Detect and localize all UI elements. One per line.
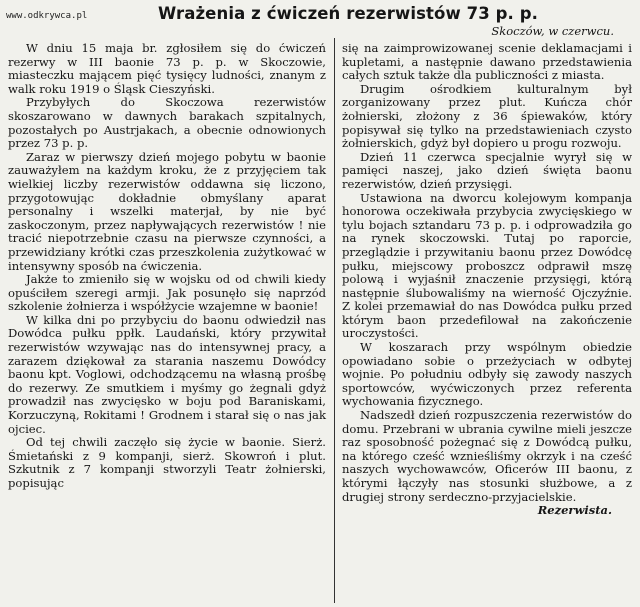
left-column	[8, 42, 326, 491]
article-title: Wrażenia z ćwiczeń rezerwistów 73 p. p.	[158, 4, 539, 23]
paragraph: Jakże to zmieniło się w wojsku od od chwili kiedy opuściłem szeregi armji. Jak posunęło się naprzód szkolenie żołnierza i współżycie wzajemne w baonie!	[8, 272, 326, 314]
paragraph: W dniu 15 maja br. zgłosiłem się do ćwiczeń rezerwy w III baonie 73 p. p. w Skoczowie, miasteczku mającem pięć tysięcy ludności, znanym z walk roku 1919 o Śląsk Cieszyński.	[8, 41, 326, 96]
right-column	[342, 42, 632, 518]
signature: Rezerwista.	[537, 503, 612, 518]
dateline: Skoczów, w czerwcu.	[491, 24, 614, 38]
paragraph: Zaraz w pierwszy dzień mojego pobytu w baonie zauważyłem na każdym kroku, że z przyjęciem tak wielkiej liczby rezerwistów oddawna się liczono, przygotowując dokładnie obmyślany aparat personalny i wszelki materjał, by nie być zaskoczonym, przez napływających rezerwistów ! nie tracić niepotrzebnie czasu na pierwsze czynności, a przewidziany krótki czas przeszkolenia zużytkować w intensywny sposób na ćwiczenia.	[8, 149, 326, 273]
paragraph-continuation: się na zaimprowizowanej scenie deklamacjami i kupletami, a następnie dawano przedstawienia całych sztuk także dla publiczności z miasta.	[342, 41, 632, 83]
paragraph: Nadszedł dzień rozpuszczenia rezerwistów do domu. Przebrani w ubrania cywilne mieli jeszcze raz sposobność pożegnać się z Dowódcą pułku, na którego cześć wznieśliśmy okrzyk i na cześć naszych wychowawców, Oficerów III baonu, z którymi łączyły nas stosunki służbowe, a z drugiej strony serdeczno-przyjacielskie.	[342, 408, 632, 504]
paragraph: Przybyłych do Skoczowa rezerwistów skoszarowano w dawnych barakach szpitalnych, pozostałych po Austrjakach, a obecnie odnowionych przez 73 p. p.	[8, 95, 326, 151]
paragraph: Od tej chwili zaczęło się życie w baonie. Sierż. Śmietański z 9 kompanji, sierż. Skowroń i plut. Szkutnik z 7 kompanji stworzyli Teatr żołnierski, popisując	[8, 435, 326, 490]
column-divider	[334, 38, 335, 603]
paragraph: Drugim ośrodkiem kulturalnym był zorganizowany przez plut. Kuńcza chór żołnierski, złożony z 36 śpiewaków, który popisywał się tylko na przedstawieniach czysto żołnierskich, gdyż był dopiero u progu rozwoju.	[342, 81, 632, 151]
paragraph: W kilka dni po przybyciu do baonu odwiedził nas Dowódca pułku ppłk. Laudański, który przywitał rezerwistów wzywając nas do intensywnej pracy, a zarazem dziękował za starania naszemu Dowódcy baonu kpt. Voglowi, odchodzącemu na własną prośbę do rezerwy. Ze smutkiem i myśmy go żegnali gdyż prowadził nas zwycięsko w boju pod Baraniskami, Korzuczyną, Rokitami ! Grodnem i starał się o nas jak ojciec.	[8, 312, 326, 436]
paragraph: W koszarach przy wspólnym obiedzie opowiadano sobie o przeżyciach w odbytej wojnie. Po południu odbyły się zawody naszych sportowców, wyćwiczonych przez referenta wychowania fizycznego.	[342, 340, 632, 409]
paragraph: Dzień 11 czerwca specjalnie wyrył się w pamięci naszej, jako dzień święta baonu rezerwistów, dzień przysięgi.	[342, 149, 632, 191]
paragraph: Ustawiona na dworcu kolejowym kompanja honorowa oczekiwała przybycia zwycięskiego w tylu bojach sztandaru 73 p. p. i odprowadziła go na rynek skoczowski. Tutaj po raporcie, przeglądzie i przywitaniu baonu przez Dowódcę pułku, miejscowy proboszcz odprawił mszę polową i wyjaśnił znaczenie przysięgi, którą następnie ślubowaliśmy na wierność Ojczyźnie. Z kolei przemawiał do nas Dowódca pułku przed którym baon przedefilował na zakończenie uroczystości.	[342, 190, 632, 341]
watermark: www.odkrywca.pl	[6, 11, 88, 21]
